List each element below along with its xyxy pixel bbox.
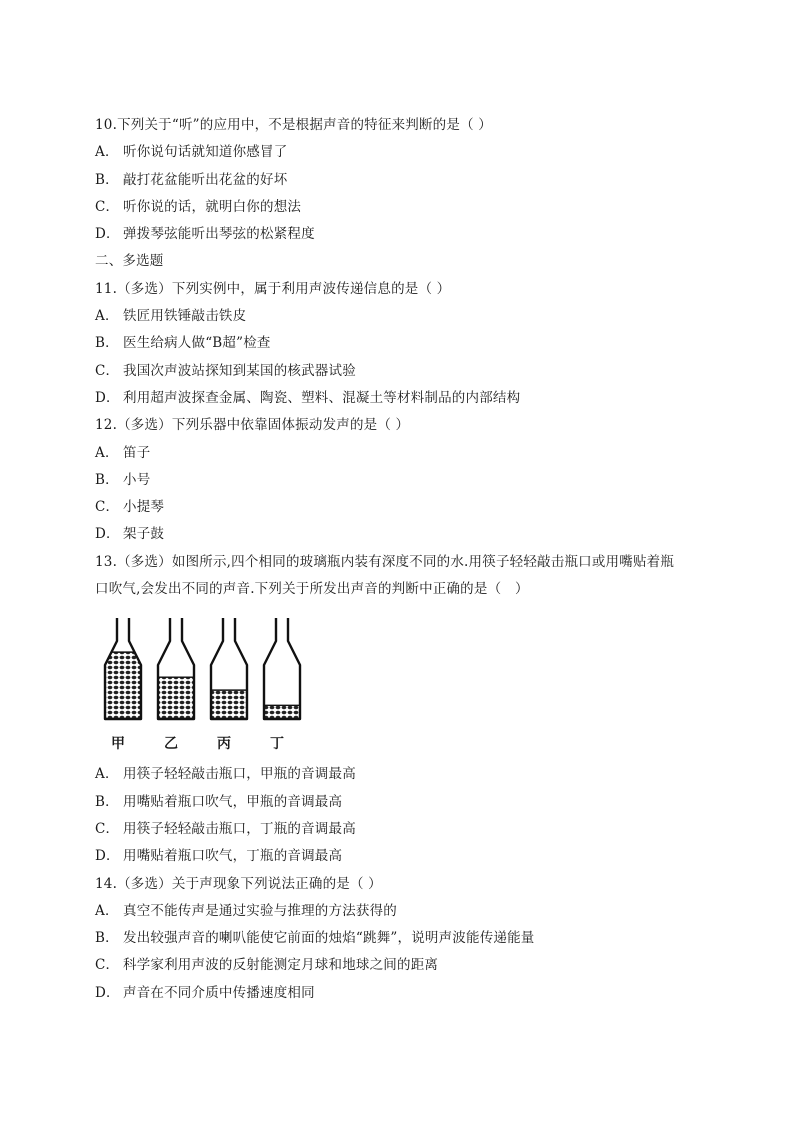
option-letter: D． [95, 226, 120, 243]
q12-option-a [95, 440, 735, 467]
option-letter: C． [95, 820, 120, 837]
bottle-label-bing: 丙 [217, 736, 231, 753]
option-text: 用嘴贴着瓶口吹气，甲瓶的音调最高 [123, 793, 343, 810]
option-letter: B． [95, 793, 119, 810]
option-text: 铁匠用铁锤敲击铁皮 [123, 308, 247, 325]
option-letter: D． [95, 389, 120, 406]
q13-option-a [95, 761, 735, 788]
bottle [158, 618, 194, 719]
q14-option-c [95, 952, 735, 979]
option-text: 弹拨琴弦能听出琴弦的松紧程度 [123, 226, 315, 243]
option-letter: A． [95, 902, 119, 919]
q12-stem: 12.（多选）下列乐器中依靠固体振动发声的是（ ） [95, 417, 410, 434]
question-sheet [95, 112, 735, 1007]
option-letter: A． [95, 308, 119, 325]
bottle-label-jia: 甲 [111, 736, 125, 753]
q13-stem-line2: 口吹气,会发出不同的声音.下列关于所发出声音的判断中正确的是（ ） [95, 581, 529, 598]
option-text: 利用超声波探查金属、陶瓷、塑料、混凝土等材料制品的内部结构 [123, 389, 521, 406]
option-letter: B． [95, 171, 119, 188]
bottle [105, 618, 141, 719]
bottles-svg [101, 615, 321, 733]
option-letter: B． [95, 930, 119, 947]
q11-stem: 11.（多选）下列实例中，属于利用声波传递信息的是（ ） [95, 280, 451, 297]
option-letter: B． [95, 335, 119, 352]
option-text: 我国次声波站探知到某国的核武器试验 [123, 362, 356, 379]
option-text: 用筷子轻轻敲击瓶口，丁瓶的音调最高 [123, 820, 356, 837]
bottle [211, 618, 247, 719]
option-text: 用筷子轻轻敲击瓶口，甲瓶的音调最高 [123, 766, 356, 783]
option-letter: C． [95, 362, 120, 379]
option-text: 小提琴 [123, 499, 165, 516]
option-text: 声音在不同介质中传播速度相同 [123, 984, 315, 1001]
bottle-outline [264, 618, 300, 719]
option-text: 用嘴贴着瓶口吹气，丁瓶的音调最高 [123, 848, 343, 865]
option-letter: C． [95, 957, 120, 974]
option-text: 科学家利用声波的反射能测定月球和地球之间的距离 [123, 957, 439, 974]
bottle [264, 618, 300, 719]
option-letter: A． [95, 144, 119, 161]
q14-option-d [95, 980, 735, 1007]
q14-stem: 14.（多选）关于声现象下列说法正确的是（ ） [95, 875, 382, 892]
q10-option-a [95, 139, 735, 166]
option-letter: C． [95, 499, 120, 516]
option-text: 架子鼓 [123, 526, 165, 543]
option-letter: D． [95, 984, 120, 1001]
option-letter: B． [95, 471, 119, 488]
q11-option-d [95, 385, 735, 412]
q13-option-b [95, 789, 735, 816]
q11-option-b [95, 330, 735, 357]
option-text: 敲打花盆能听出花盆的好坏 [123, 171, 288, 188]
bottle-label-ding: 丁 [270, 736, 284, 753]
bottle-water [264, 706, 300, 720]
bottle-label-yi: 乙 [164, 736, 178, 753]
q13-stem-line1: 13.（多选）如图所示,四个相同的玻璃瓶内装有深度不同的水.用筷子轻轻敲击瓶口或用嘴贴着瓶 [95, 553, 675, 570]
q11-option-a [95, 303, 735, 330]
q12-option-b [95, 467, 735, 494]
option-text: 小号 [123, 471, 151, 488]
option-letter: C． [95, 198, 120, 215]
bottles-figure [101, 615, 735, 755]
q14-option-a [95, 898, 735, 925]
option-text: 听你说的话，就明白你的想法 [123, 198, 302, 215]
bottle-water [211, 690, 247, 719]
option-text: 医生给病人做“B超”检查 [123, 335, 271, 352]
bottle-water [105, 652, 141, 719]
section-heading: 二、多选题 [95, 253, 164, 270]
q13-option-d [95, 843, 735, 870]
bottle-water [158, 678, 194, 720]
q10-stem: 10.下列关于“听”的应用中，不是根据声音的特征来判断的是（ ） [95, 117, 492, 133]
option-text: 发出较强声音的喇叭能使它前面的烛焰“跳舞”，说明声波能传递能量 [123, 930, 535, 947]
option-text: 笛子 [123, 444, 151, 461]
q12-option-d [95, 521, 735, 548]
q10-option-d [95, 221, 735, 248]
option-letter: D． [95, 526, 120, 543]
q12-option-c [95, 494, 735, 521]
q14-option-b [95, 925, 735, 952]
option-letter: A． [95, 766, 119, 783]
q10-option-b [95, 167, 735, 194]
q10-option-c [95, 194, 735, 221]
option-text: 听你说句话就知道你感冒了 [123, 144, 288, 161]
q13-option-c [95, 816, 735, 843]
option-letter: A． [95, 444, 119, 461]
option-text: 真空不能传声是通过实验与推理的方法获得的 [123, 902, 397, 919]
q11-option-c [95, 358, 735, 385]
option-letter: D． [95, 848, 120, 865]
